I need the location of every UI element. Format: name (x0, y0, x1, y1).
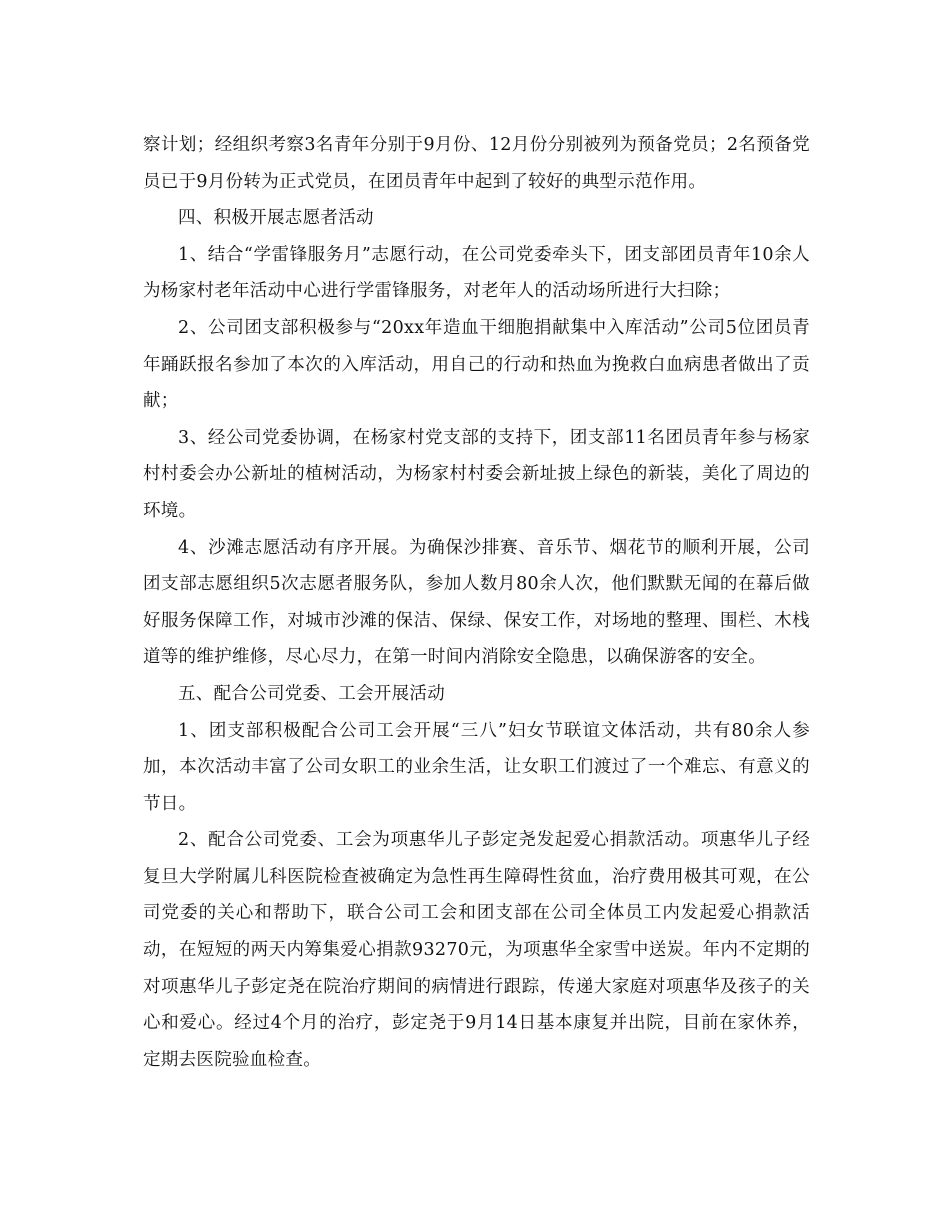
paragraph-continued-plan: 察计划；经组织考察3名青年分别于9月份、12月份分别被列为预备党员；2名预备党员已于9月份转为正式党员，在团员青年中起到了较好的典型示范作用。 (143, 135, 810, 192)
section-heading-volunteer: 四、积极开展志愿者活动 (178, 208, 374, 229)
section-heading-cooperation: 五、配合公司党委、工会开展活动 (178, 683, 445, 704)
paragraph-womens-day: 1、团支部积极配合公司工会开展“三八”妇女节联谊文体活动，共有80余人参加，本次活动丰富了公司女职工的业余生活，让女职工们渡过了一个难忘、有意义的节日。 (143, 720, 810, 814)
paragraph-tree-planting: 3、经公司党委协调，在杨家村党支部的支持下，团支部11名团员青年参与杨家村村委会办公新址的植树活动，为杨家村村委会新址披上绿色的新装，美化了周边的环境。 (143, 427, 810, 521)
paragraph-donation-drive: 2、配合公司党委、工会为项惠华儿子彭定尧发起爱心捐款活动。项惠华儿子经复旦大学附属儿科医院检查被确定为急性再生障碍性贫血，治疗费用极其可观，在公司党委的关心和帮助下，联合公司工会和团支部在公司全体员工内发起爱心捐款活动，在短短的两天内筹集爱心捐款93270元，为项惠华全家雪中送炭。年内不定期的对项惠华儿子彭定尧在院治疗期间的病情进行跟踪，传递大家庭对项惠华及孩子的关心和爱心。经过4个月的治疗，彭定尧于9月14日基本康复并出院，目前在家休养，定期去医院验血检查。 (143, 830, 810, 1070)
paragraph-stem-cell-donation: 2、公司团支部积极参与“20xx年造血干细胞捐献集中入库活动”公司5位团员青年踊跃报名参加了本次的入库活动，用自己的行动和热血为挽救白血病患者做出了贡献； (143, 317, 810, 412)
paragraph-leifeng-service: 1、结合“学雷锋服务月”志愿行动，在公司党委牵头下，团支部团员青年10余人为杨家村老年活动中心进行学雷锋服务，对老年人的活动场所进行大扫除； (143, 244, 810, 302)
document-body (143, 127, 810, 1078)
paragraph-beach-volunteer: 4、沙滩志愿活动有序开展。为确保沙排赛、音乐节、烟花节的顺利开展，公司团支部志愿组织5次志愿者服务队，参加人数月80余人次，他们默默无闻的在幕后做好服务保障工作，对城市沙滩的保洁、保绿、保安工作，对场地的整理、围栏、木栈道等的维护维修，尽心尽力，在第一时间内消除安全隐患，以确保游客的安全。 (143, 537, 810, 668)
